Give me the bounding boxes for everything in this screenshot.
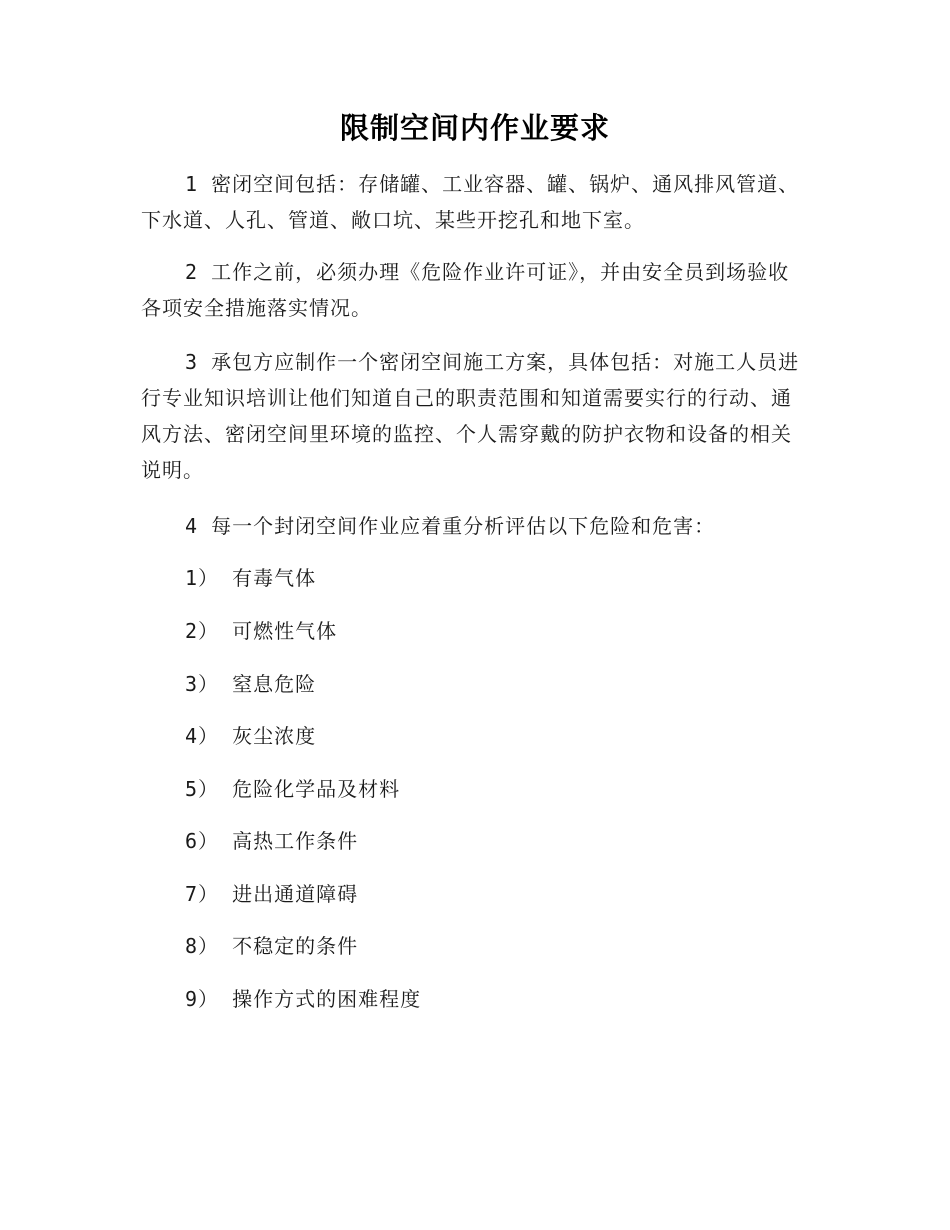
hazard-item: 6） 高热工作条件 — [185, 829, 359, 853]
hazard-item: 8） 不稳定的条件 — [185, 934, 359, 958]
document-title: 限制空间内作业要求 — [339, 111, 610, 145]
hazard-item: 5） 危险化学品及材料 — [185, 777, 401, 801]
paragraph-4: 4 每一个封闭空间作业应着重分析评估以下危险和危害： — [185, 514, 716, 538]
hazard-item: 9） 操作方式的困难程度 — [185, 987, 422, 1011]
hazard-item: 1） 有毒气体 — [185, 566, 317, 590]
hazard-item: 7） 进出通道障碍 — [185, 882, 359, 906]
hazard-item: 2） 可燃性气体 — [185, 619, 338, 643]
paragraph-1: 1 密闭空间包括：存储罐、工业容器、罐、锅炉、通风排风管道、下水道、人孔、管道、敞口坑、某些开挖孔和地下室。 — [141, 172, 800, 232]
paragraph-2: 2 工作之前，必须办理《危险作业许可证》，并由安全员到场验收各项安全措施落实情况。 — [141, 260, 790, 320]
hazard-item: 3） 窒息危险 — [185, 672, 317, 696]
paragraph-3: 3 承包方应制作一个密闭空间施工方案，具体包括：对施工人员进行专业知识培训让他们知道自己的职责范围和知道需要实行的行动、通风方法、密闭空间里环境的监控、个人需穿戴的防护衣物和设备的相关说明。 — [141, 350, 800, 482]
hazard-item: 4） 灰尘浓度 — [185, 724, 317, 748]
